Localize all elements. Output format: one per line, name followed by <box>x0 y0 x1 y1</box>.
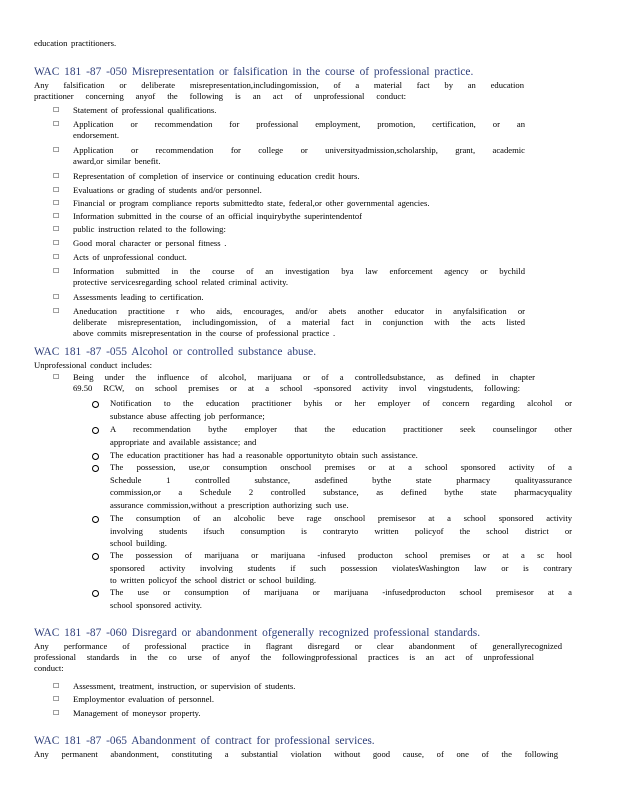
section-065-intro: Any permanent abandonment, constituting a substantial violation without good cause, of one of the following <box>34 749 558 759</box>
section-055-subitem-line: appropriate and available assistance; and <box>110 436 257 447</box>
section-060-item: Assessment, treatment, instruction, or supervision of students. <box>73 681 296 691</box>
section-050-item-line: deliberate misrepresentation, includingomission, of a material fact in conjunction with the acts listed <box>73 317 525 327</box>
section-055-item-line-2: 69.50 RCW, on school premises or at a school -sponsored activity invol vingstudents, following: <box>73 383 520 393</box>
circle-bullet-icon <box>92 427 99 434</box>
section-055-subitem-line: school sponsored activity. <box>110 599 202 610</box>
section-055-item-line-1: Being under the influence of alcohol, marijuana or of a controlledsubstance, as defined in chapter <box>73 372 535 382</box>
section-055-subitem-line: substance abuse affecting job performance; <box>110 410 265 421</box>
section-050-item-line: Acts of unprofessional conduct. <box>73 252 187 262</box>
section-060-heading: WAC 181 -87 -060 Disregard or abandonment ofgenerally recognized professional standards. <box>34 627 481 639</box>
bullet-icon: ☐ <box>53 267 60 275</box>
section-055-subitem-line: Schedule 1 controlled substance, asdefined bythe state pharmacy qualityassurance <box>110 474 572 485</box>
bullet-icon: ☐ <box>53 146 60 154</box>
circle-bullet-icon <box>92 453 99 460</box>
section-055-subitem-line: sponsored activity involving students if such possession violatesWashington law or is contrary <box>110 562 572 573</box>
section-055-subitem-line: The consumption of an alcoholic beve rage onschool premisesor at a school sponsored activity <box>110 513 572 523</box>
section-050-item-line: Information submitted in the course of an investigation bya law enforcement agency or bychild <box>73 266 525 276</box>
bullet-icon: ☐ <box>53 212 60 220</box>
circle-bullet-icon <box>92 465 99 472</box>
bullet-icon: ☐ <box>53 186 60 194</box>
section-060-item: Employmentor evaluation of personnel. <box>73 694 215 704</box>
bullet-icon: ☐ <box>53 373 60 381</box>
section-055-subitem-line: The education practitioner has had a reasonable opportunityto obtain such assistance. <box>110 450 418 460</box>
section-050-item-line: award,or similar benefit. <box>73 156 161 166</box>
section-050-item-line: Statement of professional qualifications. <box>73 105 217 115</box>
section-060-intro-line-1: Any performance of professional practice in flagrant disregard or clear abandonment of generallyrecognized <box>34 641 562 651</box>
section-055-subitem-line: to written policyof the school district or school building. <box>110 575 317 585</box>
section-050-item-line: Financial or program compliance reports submittedto state, federal,or other governmental agencies. <box>73 198 430 208</box>
circle-bullet-icon <box>92 401 99 408</box>
section-055-subitem-line: assurance commission,without a prescription authorizing such use. <box>110 499 349 510</box>
section-060-intro-line-2: professional standards in the co urse of anyof the followingprofessional practices is an act of unprofessional <box>34 652 534 662</box>
section-050-item-line: Application or recommendation for professional employment, promotion, certification, or an <box>73 119 525 129</box>
bullet-icon: ☐ <box>53 695 60 703</box>
section-050-heading: WAC 181 -87 -050 Misrepresentation or falsification in the course of professional practice. <box>34 66 474 78</box>
section-050-item-line: endorsement. <box>73 130 120 140</box>
bullet-icon: ☐ <box>53 225 60 233</box>
bullet-icon: ☐ <box>53 239 60 247</box>
bullet-icon: ☐ <box>53 293 60 301</box>
section-060-intro-line-3: conduct: <box>34 663 64 673</box>
section-050-item-line: Assessments leading to certification. <box>73 292 204 302</box>
section-055-subitem-line: The use or consumption of marijuana or marijuana -infusedproducton school premisesor at a <box>110 587 572 597</box>
bullet-icon: ☐ <box>53 709 60 717</box>
bullet-icon: ☐ <box>53 682 60 690</box>
section-050-item-line: Good moral character or personal fitness . <box>73 238 227 248</box>
section-055-subitem-line: Notification to the education practitioner byhis or her employer of concern regarding alcohol or <box>110 398 572 408</box>
bullet-icon: ☐ <box>53 106 60 114</box>
section-050-item-line: Information submitted in the course of an official inquirybythe superintendentof <box>73 211 362 221</box>
section-050-item-line: above commits misrepresentation in the course of professional practice . <box>73 328 336 338</box>
section-055-subitem-line: commission,or a Schedule 2 controlled substance, as defined bythe state pharmacyquality <box>110 487 572 497</box>
section-055-subitem-line: The possession of marijuana or marijuana -infused producton school premises or at a sc hool <box>110 550 572 560</box>
section-065-heading: WAC 181 -87 -065 Abandonment of contract for professional services. <box>34 735 375 747</box>
section-050-item-line: Aneducation practitione r who aids, encourages, and/or abets another educator in anyfalsification or <box>73 306 525 316</box>
section-055-intro: Unprofessional conduct includes: <box>34 360 153 370</box>
section-050-item-line: protective servicesregarding school related criminal activity. <box>73 277 289 287</box>
circle-bullet-icon <box>92 553 99 560</box>
top-line: education practitioners. <box>34 38 117 48</box>
circle-bullet-icon <box>92 590 99 597</box>
section-050-intro-line-2: practitioner concerning anyof the following is an act of unprofessional conduct: <box>34 91 406 101</box>
section-050-intro-line-1: Any falsification or deliberate misrepresentation,includingomission, of a material fact by an education <box>34 80 524 90</box>
section-050-item-line: Application or recommendation for college or universityadmission,scholarship, grant, academic <box>73 145 525 155</box>
bullet-icon: ☐ <box>53 199 60 207</box>
section-055-subitem-line: A recommendation bythe employer that the education practitioner seek counselingor other <box>110 424 572 434</box>
bullet-icon: ☐ <box>53 253 60 261</box>
section-060-item: Management of moneysor property. <box>73 708 201 718</box>
section-055-subitem-line: involving students ifsuch consumption is contraryto written policyof the school district or <box>110 525 572 536</box>
section-050-item-line: Representation of completion of inservice or continuing education credit hours. <box>73 171 360 181</box>
bullet-icon: ☐ <box>53 307 60 315</box>
section-050-item-line: public instruction related to the following: <box>73 224 226 234</box>
section-050-item-line: Evaluations or grading of students and/or personnel. <box>73 185 262 195</box>
section-055-subitem-line: school building. <box>110 538 167 548</box>
bullet-icon: ☐ <box>53 120 60 128</box>
section-055-subitem-line: The possession, use,or consumption onschool premises or at a school sponsored activity of a <box>110 462 572 472</box>
section-055-heading: WAC 181 -87 -055 Alcohol or controlled substance abuse. <box>34 346 317 358</box>
bullet-icon: ☐ <box>53 172 60 180</box>
circle-bullet-icon <box>92 516 99 523</box>
